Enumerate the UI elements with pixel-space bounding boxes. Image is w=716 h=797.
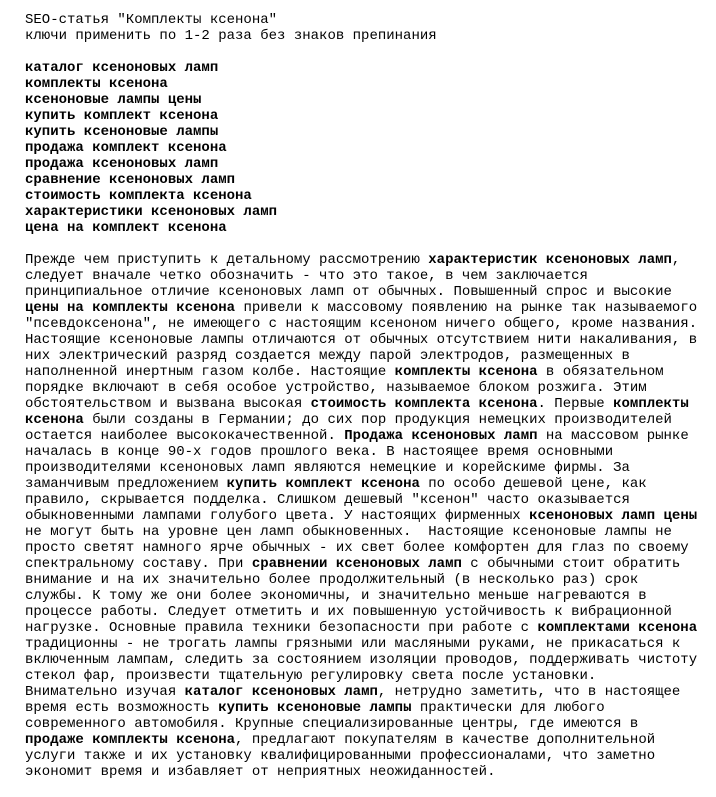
keyword-phrase: Продажа ксеноновых ламп bbox=[344, 428, 538, 444]
body-line bbox=[25, 428, 710, 444]
body-text: , предлагают покупателям в качестве дополнительной bbox=[235, 732, 656, 748]
body-text: на массовом рынке bbox=[537, 428, 689, 444]
keyword-phrase: комплекты ксенона bbox=[394, 364, 538, 380]
blank-line bbox=[25, 44, 710, 60]
body-text: заманчивым предложением bbox=[25, 476, 227, 492]
body-text: по особо дешевой цене, как bbox=[419, 476, 647, 492]
body-line bbox=[25, 620, 710, 636]
body-line bbox=[25, 348, 710, 364]
body-text: включенным лампам, следить за состоянием изоляции проводов, поддерживать чистоту bbox=[25, 652, 698, 668]
keyword-line: характеристики ксеноновых ламп bbox=[25, 204, 278, 220]
body-line bbox=[25, 684, 710, 700]
body-line bbox=[25, 476, 710, 492]
body-line bbox=[25, 668, 710, 684]
body-line bbox=[25, 332, 710, 348]
body-text: современного автомобиля. Крупные специализированные центры, где имеются в bbox=[25, 716, 639, 732]
keyword-line: купить ксеноновые лампы bbox=[25, 124, 219, 140]
body-text: правило, скрывается подделка. Слишком дешевый "ксенон" часто оказывается bbox=[25, 492, 630, 508]
body-line bbox=[25, 492, 710, 508]
body-line bbox=[25, 748, 710, 764]
body-line bbox=[25, 604, 710, 620]
body-text: производителями ксеноновых ламп являются немецкие и корейскиме фирмы. За bbox=[25, 460, 630, 476]
keyword-phrase: характеристик ксеноновых ламп bbox=[428, 252, 672, 268]
article-body bbox=[25, 252, 710, 780]
body-text: время есть возможность bbox=[25, 700, 219, 716]
keyword-phrase: комплекты bbox=[613, 396, 689, 412]
body-text: традиционны - не трогать лампы грязными или масляными руками, не прикасаться к bbox=[25, 636, 681, 652]
body-line bbox=[25, 732, 710, 748]
body-text: принципиальное отличие ксеноновых ламп от обычных. Повышенный спрос и высокие bbox=[25, 284, 672, 300]
keyword-list bbox=[25, 60, 710, 236]
body-line bbox=[25, 540, 710, 556]
keyword-line: ксеноновые лампы цены bbox=[25, 92, 202, 108]
body-text: с обычными стоит обратить bbox=[461, 556, 681, 572]
keyword-phrase: цены на комплекты ксенона bbox=[25, 300, 236, 316]
body-text: . Первые bbox=[537, 396, 614, 412]
body-line bbox=[25, 652, 710, 668]
keyword-phrase: купить ксеноновые лампы bbox=[218, 700, 412, 716]
body-line bbox=[25, 252, 710, 268]
body-text: не могут быть на уровне цен ламп обыкновенных. Настоящие ксеноновые лампы не bbox=[25, 524, 672, 540]
body-text: процессе работы. Следует отметить и их повышенную устойчивость к вибрационной bbox=[25, 604, 672, 620]
body-text: обыкновенными лампами голубого цвета. У настоящих фирменных bbox=[25, 508, 530, 524]
keyword-line: купить комплект ксенона bbox=[25, 108, 219, 124]
keyword-phrase: ксенона bbox=[25, 412, 84, 428]
keyword-phrase: сравнении ксеноновых ламп bbox=[251, 556, 462, 572]
keyword-phrase: стоимость комплекта ксенона bbox=[310, 396, 538, 412]
keyword-phrase: ксеноновых ламп цены bbox=[529, 508, 698, 524]
body-text: , bbox=[671, 252, 681, 268]
keyword-phrase: комплектами ксенона bbox=[537, 620, 698, 636]
body-text: , нетрудно заметить, что в настоящее bbox=[377, 684, 681, 700]
body-text: в обязательном bbox=[537, 364, 664, 380]
body-text: наполненной инертным газом колбе. Настоящие bbox=[25, 364, 395, 380]
body-text: "псевдоксенона", не имеющего с настоящим ксеноном ничего общего, кроме названия. bbox=[25, 316, 698, 332]
keyword-line: продажа комплект ксенона bbox=[25, 140, 227, 156]
keyword-phrase: каталог ксеноновых ламп bbox=[184, 684, 378, 700]
body-text: обстоятельством и вызвана высокая bbox=[25, 396, 311, 412]
body-line bbox=[25, 444, 710, 460]
keyword-line: комплекты ксенона bbox=[25, 76, 168, 92]
body-text: началась в конце 90-х годов прошлого века. В настоящее время основными bbox=[25, 444, 614, 460]
body-line bbox=[25, 316, 710, 332]
body-text: следует вначале четко обозначить - что это такое, в чем заключается bbox=[25, 268, 588, 284]
body-line bbox=[25, 268, 710, 284]
body-text: экономит время и избавляет от неприятных неожиданностей. bbox=[25, 764, 496, 780]
body-line bbox=[25, 588, 710, 604]
body-line bbox=[25, 364, 710, 380]
document-instruction: ключи применить по 1-2 раза без знаков препинания bbox=[25, 28, 437, 44]
body-line bbox=[25, 412, 710, 428]
body-text: были созданы в Германии; до сих пор продукция немецких производителей bbox=[83, 412, 672, 428]
body-line bbox=[25, 396, 710, 412]
body-text: практически для любого bbox=[411, 700, 605, 716]
blank-line bbox=[25, 236, 710, 252]
body-text: услуги также и их установку квалифицированными профессионалами, что заметно bbox=[25, 748, 656, 764]
body-line bbox=[25, 716, 710, 732]
body-text: остается наиболее высококачественной. bbox=[25, 428, 345, 444]
keyword-line: каталог ксеноновых ламп bbox=[25, 60, 219, 76]
body-line bbox=[25, 636, 710, 652]
body-line bbox=[25, 556, 710, 572]
body-text: просто светят намного ярче обычных - их свет более комфортен для глаз по своему bbox=[25, 540, 689, 556]
body-text: службы. К тому же они более экономичны, и значительно меньше нагреваются в bbox=[25, 588, 647, 604]
body-line bbox=[25, 764, 710, 780]
body-line bbox=[25, 380, 710, 396]
keyword-phrase: купить комплект ксенона bbox=[226, 476, 420, 492]
body-line bbox=[25, 284, 710, 300]
body-line bbox=[25, 524, 710, 540]
keyword-line: цена на комплект ксенона bbox=[25, 220, 227, 236]
body-line bbox=[25, 300, 710, 316]
keyword-line: стоимость комплекта ксенона bbox=[25, 188, 252, 204]
body-text: нагрузке. Основные правила техники безопасности при работе с bbox=[25, 620, 538, 636]
body-text: Прежде чем приступить к детальному рассмотрению bbox=[25, 252, 429, 268]
keyword-phrase: продаже комплекты ксенона bbox=[25, 732, 236, 748]
body-text: привели к массовому появлению на рынке так называемого bbox=[235, 300, 698, 316]
body-text: них электрический разряд создается между парой электродов, размещенных в bbox=[25, 348, 630, 364]
body-text: Внимательно изучая bbox=[25, 684, 185, 700]
body-text: стекол фар, произвести тщательную регулировку света после установки. bbox=[25, 668, 597, 684]
body-text: Настоящие ксеноновые лампы отличаются от обычных отсутствием нити накаливания, в bbox=[25, 332, 698, 348]
body-text: спектральному составу. При bbox=[25, 556, 252, 572]
keyword-line: продажа ксеноновых ламп bbox=[25, 156, 219, 172]
body-text: порядке включают в себя особое устройство, называемое блоком розжига. Этим bbox=[25, 380, 647, 396]
keyword-line: сравнение ксеноновых ламп bbox=[25, 172, 236, 188]
body-line bbox=[25, 572, 710, 588]
body-line bbox=[25, 508, 710, 524]
body-line bbox=[25, 460, 710, 476]
body-line bbox=[25, 700, 710, 716]
body-text: внимание и на их значительно более продолжительный (в несколько раз) срок bbox=[25, 572, 639, 588]
document-title: SEO-статья "Комплекты ксенона" bbox=[25, 12, 278, 28]
